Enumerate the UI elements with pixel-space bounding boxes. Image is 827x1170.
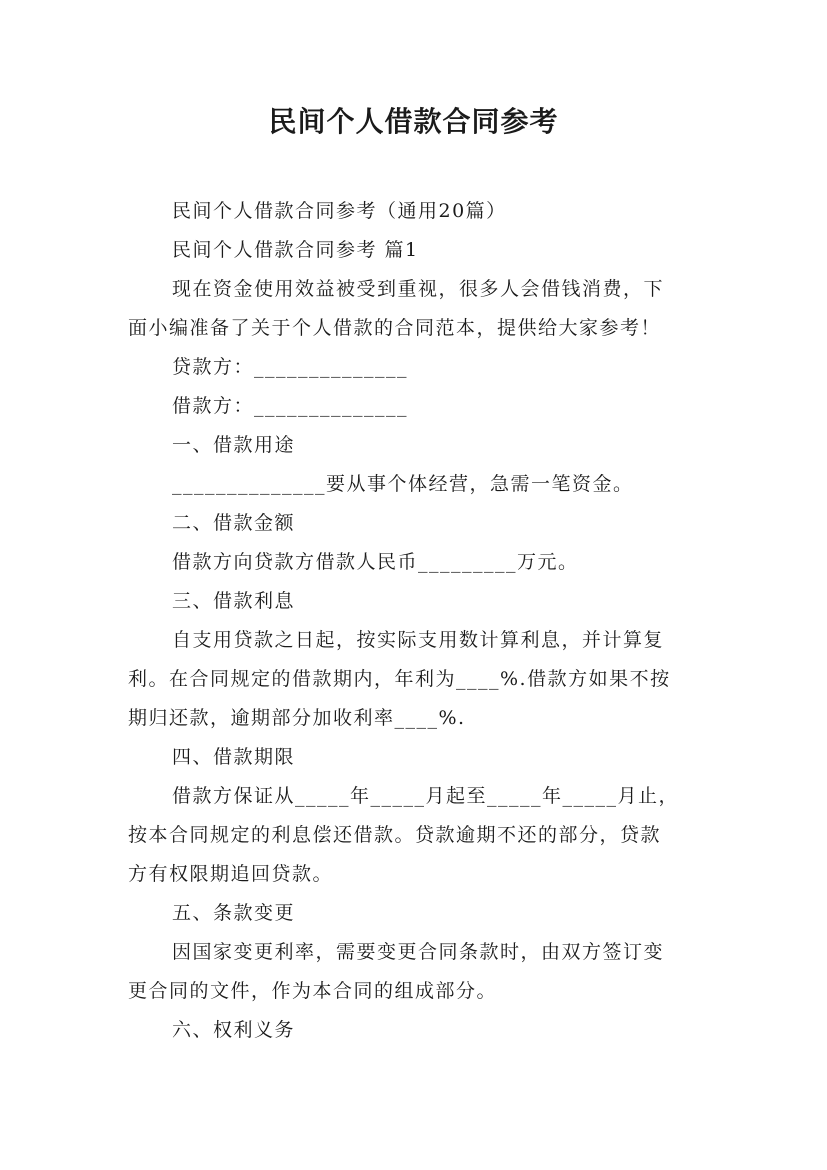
borrower-line: 借款方：______________: [172, 395, 409, 417]
paragraph-line: 因国家变更利率，需要变更合同条款时，由双方签订变: [172, 941, 665, 963]
paragraph-line: ______________要从事个体经营，急需一笔资金。: [172, 473, 634, 495]
clause-heading: 四、借款期限: [172, 746, 296, 768]
paragraph-line: 期归还款，逾期部分加收利率____%.: [128, 707, 466, 729]
lender-line: 贷款方：______________: [172, 356, 409, 378]
paragraph-line: 面小编准备了关于个人借款的合同范本，提供给大家参考！: [128, 317, 662, 339]
subtitle-line: 民间个人借款合同参考（通用20篇）: [172, 200, 507, 222]
section-heading-line: 民间个人借款合同参考 篇1: [172, 239, 419, 261]
paragraph-line: 借款方保证从_____年_____月起至_____年_____月止，: [172, 785, 680, 807]
clause-heading: 二、借款金额: [172, 512, 296, 534]
paragraph-line: 按本合同规定的利息偿还借款。贷款逾期不还的部分，贷款: [128, 824, 662, 846]
paragraph-line: 现在资金使用效益被受到重视，很多人会借钱消费，下: [172, 278, 665, 300]
paragraph-line: 利。在合同规定的借款期内，年利为____%.借款方如果不按: [128, 668, 671, 690]
clause-heading: 一、借款用途: [172, 434, 296, 456]
paragraph-line: 自支用贷款之日起，按实际支用数计算利息，并计算复: [172, 629, 665, 651]
paragraph-line: 方有权限期追回贷款。: [128, 863, 334, 885]
clause-heading: 三、借款利息: [172, 590, 296, 612]
clause-heading: 五、条款变更: [172, 902, 296, 924]
document-title: 民间个人借款合同参考: [268, 105, 559, 138]
paragraph-line: 借款方向贷款方借款人民币_________万元。: [172, 551, 579, 573]
paragraph-line: 更合同的文件，作为本合同的组成部分。: [128, 980, 498, 1002]
clause-heading: 六、权利义务: [172, 1019, 296, 1041]
